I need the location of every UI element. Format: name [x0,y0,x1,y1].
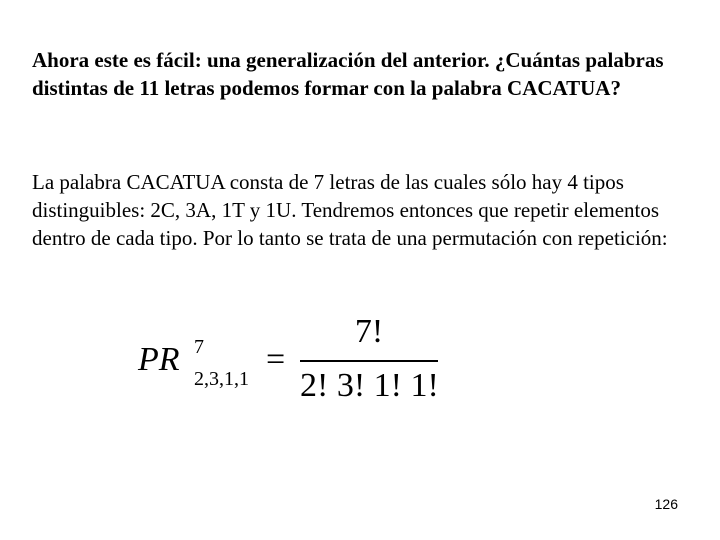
page-number: 126 [654,496,678,512]
answer-text: La palabra CACATUA consta de 7 letras de las cuales sólo hay 4 tipos distinguibles: 2C, 3A, 1T y 1U. Tendremos entonces que repetir elementos dentro de cada tipo. Por lo tanto se trata de una permutación con repetición: [32,170,668,250]
formula-numerator: 7! [354,313,384,350]
fraction-bar [300,360,438,362]
formula-equals: = [266,341,286,378]
formula-subscript: 2,3,1,1 [194,368,249,390]
formula-denominator: 2! 3! 1! 1! [300,367,439,404]
permutation-formula [138,310,458,420]
formula-symbol: PR [138,341,180,378]
formula-superscript: 7 [194,336,204,358]
question-text: Ahora este es fácil: una generalización del anterior. ¿Cuántas palabras distintas de 11 letras podemos formar con la palabra CACATUA? [32,48,664,100]
